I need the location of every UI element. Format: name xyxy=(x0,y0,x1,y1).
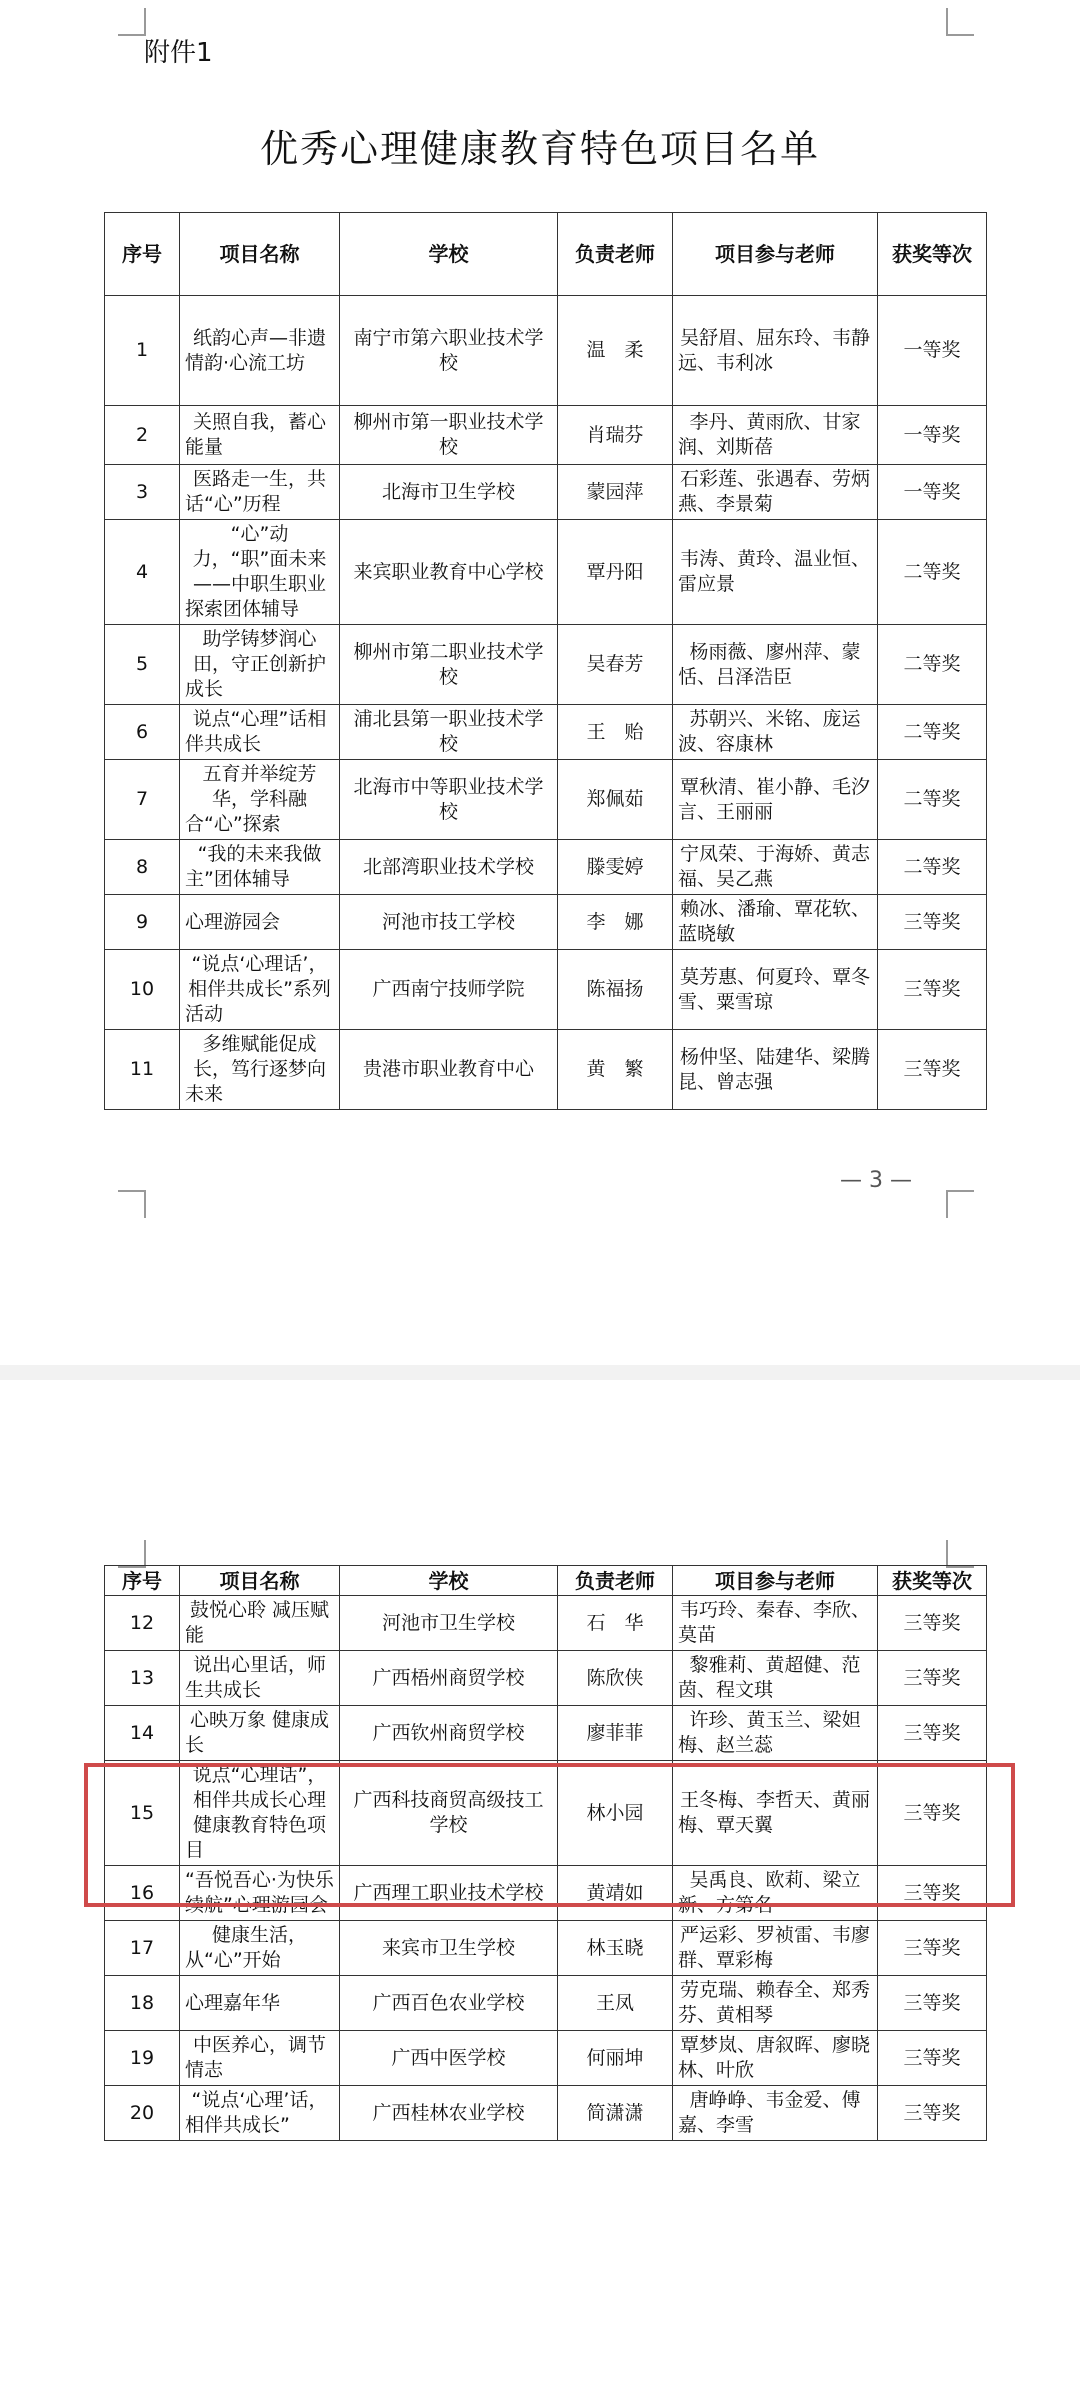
page-number: — 3 — xyxy=(840,1168,912,1193)
cell-lead-teacher: 黄 繁 xyxy=(558,1030,673,1110)
award-table-page-1 xyxy=(104,212,987,1110)
header-project-name: 项目名称 xyxy=(180,1566,340,1596)
cell-project-name: 纸韵心声—非遗情韵·心流工坊 xyxy=(180,296,340,406)
table-header-row xyxy=(105,1566,987,1596)
attachment-label: 附件1 xyxy=(144,38,213,68)
cell-no: 3 xyxy=(105,465,180,520)
cell-no: 13 xyxy=(105,1651,180,1706)
cell-award: 二等奖 xyxy=(878,840,987,895)
cell-lead-teacher: 林小园 xyxy=(558,1761,673,1866)
table-row xyxy=(105,1706,987,1761)
table-row xyxy=(105,296,987,406)
document-title: 优秀心理健康教育特色项目名单 xyxy=(259,127,820,171)
cell-award: 二等奖 xyxy=(878,705,987,760)
cell-award: 三等奖 xyxy=(878,2086,987,2141)
cell-no: 8 xyxy=(105,840,180,895)
cell-lead-teacher: 简潇潇 xyxy=(558,2086,673,2141)
cell-participants: 唐峥峥、韦金爱、傅嘉、李雪 xyxy=(673,2086,878,2141)
cell-no: 5 xyxy=(105,625,180,705)
table-row xyxy=(105,2086,987,2141)
award-table-page-2 xyxy=(104,1565,987,2141)
cell-participants: 杨雨薇、廖州萍、蒙恬、吕泽浩臣 xyxy=(673,625,878,705)
cell-award: 三等奖 xyxy=(878,1030,987,1110)
cell-participants: 石彩莲、张遇春、劳炳燕、李景菊 xyxy=(673,465,878,520)
cell-school: 广西梧州商贸学校 xyxy=(340,1651,558,1706)
cell-award: 三等奖 xyxy=(878,1921,987,1976)
header-no: 序号 xyxy=(105,213,180,296)
table-row xyxy=(105,1866,987,1921)
cell-project-name: 关照自我，蓄心能量 xyxy=(180,406,340,465)
cell-no: 18 xyxy=(105,1976,180,2031)
cell-school: 广西南宁技师学院 xyxy=(340,950,558,1030)
cell-school: 贵港市职业教育中心 xyxy=(340,1030,558,1110)
cell-lead-teacher: 黄靖如 xyxy=(558,1866,673,1921)
header-lead-teacher: 负责老师 xyxy=(558,1566,673,1596)
cell-lead-teacher: 王 贻 xyxy=(558,705,673,760)
cell-participants: 严运彩、罗祯雷、韦廖群、覃彩梅 xyxy=(673,1921,878,1976)
cell-participants: 李丹、黄雨欣、甘家润、刘斯蓓 xyxy=(673,406,878,465)
cell-lead-teacher: 陈福扬 xyxy=(558,950,673,1030)
cell-participants: 覃梦岚、唐叙晖、廖晓林、叶欣 xyxy=(673,2031,878,2086)
cell-school: 来宾职业教育中心学校 xyxy=(340,520,558,625)
cell-lead-teacher: 陈欣侠 xyxy=(558,1651,673,1706)
cell-no: 17 xyxy=(105,1921,180,1976)
table-row xyxy=(105,705,987,760)
cell-school: 广西科技商贸高级技工学校 xyxy=(340,1761,558,1866)
cell-project-name: 鼓悦心聆 减压赋能 xyxy=(180,1596,340,1651)
cell-school: 北部湾职业技术学校 xyxy=(340,840,558,895)
cell-school: 来宾市卫生学校 xyxy=(340,1921,558,1976)
cell-participants: 许珍、黄玉兰、梁妲梅、赵兰蕊 xyxy=(673,1706,878,1761)
header-school: 学校 xyxy=(340,213,558,296)
cell-participants: 杨仲坚、陆建华、梁腾昆、曾志强 xyxy=(673,1030,878,1110)
cell-project-name: 中医养心，调节情志 xyxy=(180,2031,340,2086)
cell-participants: 赖冰、潘瑜、覃花软、蓝晓敏 xyxy=(673,895,878,950)
cell-award: 三等奖 xyxy=(878,1651,987,1706)
table-row xyxy=(105,1761,987,1866)
cell-award: 三等奖 xyxy=(878,1761,987,1866)
cell-lead-teacher: 蒙园萍 xyxy=(558,465,673,520)
header-award: 获奖等次 xyxy=(878,1566,987,1596)
header-lead-teacher: 负责老师 xyxy=(558,213,673,296)
header-participants: 项目参与老师 xyxy=(673,1566,878,1596)
cell-participants: 宁凤荣、于海娇、黄志福、吴乙燕 xyxy=(673,840,878,895)
table-row xyxy=(105,625,987,705)
cell-no: 12 xyxy=(105,1596,180,1651)
cell-school: 广西百色农业学校 xyxy=(340,1976,558,2031)
cell-no: 7 xyxy=(105,760,180,840)
cell-lead-teacher: 何丽坤 xyxy=(558,2031,673,2086)
cell-award: 三等奖 xyxy=(878,895,987,950)
cell-school: 河池市技工学校 xyxy=(340,895,558,950)
cell-project-name: 医路走一生，共话“心”历程 xyxy=(180,465,340,520)
cell-school: 北海市卫生学校 xyxy=(340,465,558,520)
header-participants: 项目参与老师 xyxy=(673,213,878,296)
cell-project-name: “我的未来我做主”团体辅导 xyxy=(180,840,340,895)
crop-mark xyxy=(946,1190,974,1218)
table-row xyxy=(105,950,987,1030)
table-header-row xyxy=(105,213,987,296)
cell-no: 15 xyxy=(105,1761,180,1866)
cell-lead-teacher: 林玉晓 xyxy=(558,1921,673,1976)
cell-lead-teacher: 滕雯婷 xyxy=(558,840,673,895)
cell-project-name: 说出心里话，师生共成长 xyxy=(180,1651,340,1706)
cell-project-name: “心”动力，“职”面未来——中职生职业探索团体辅导 xyxy=(180,520,340,625)
cell-lead-teacher: 吴春芳 xyxy=(558,625,673,705)
cell-project-name: 五育并举绽芳华，学科融合“心”探索 xyxy=(180,760,340,840)
cell-no: 4 xyxy=(105,520,180,625)
cell-no: 16 xyxy=(105,1866,180,1921)
cell-award: 二等奖 xyxy=(878,625,987,705)
table-row xyxy=(105,1921,987,1976)
cell-lead-teacher: 廖菲菲 xyxy=(558,1706,673,1761)
header-project-name: 项目名称 xyxy=(180,213,340,296)
cell-lead-teacher: 温 柔 xyxy=(558,296,673,406)
cell-participants: 黎雅莉、黄超健、范茵、程文琪 xyxy=(673,1651,878,1706)
table-row xyxy=(105,406,987,465)
cell-award: 二等奖 xyxy=(878,760,987,840)
cell-school: 广西理工职业技术学校 xyxy=(340,1866,558,1921)
cell-participants: 莫芳惠、何夏玲、覃冬雪、粟雪琼 xyxy=(673,950,878,1030)
cell-no: 2 xyxy=(105,406,180,465)
table-row xyxy=(105,840,987,895)
cell-award: 一等奖 xyxy=(878,296,987,406)
crop-mark xyxy=(118,1540,146,1568)
table-row xyxy=(105,1596,987,1651)
cell-award: 三等奖 xyxy=(878,950,987,1030)
cell-project-name: 多维赋能促成长，笃行逐梦向未来 xyxy=(180,1030,340,1110)
cell-school: 北海市中等职业技术学校 xyxy=(340,760,558,840)
cell-lead-teacher: 肖瑞芬 xyxy=(558,406,673,465)
table-row xyxy=(105,895,987,950)
cell-no: 20 xyxy=(105,2086,180,2141)
cell-participants: 覃秋清、崔小静、毛汐言、王丽丽 xyxy=(673,760,878,840)
cell-award: 三等奖 xyxy=(878,1706,987,1761)
cell-lead-teacher: 王凤 xyxy=(558,1976,673,2031)
header-school: 学校 xyxy=(340,1566,558,1596)
cell-project-name: 健康生活，从“心”开始 xyxy=(180,1921,340,1976)
cell-project-name: “说点‘心理’话，相伴共成长” xyxy=(180,2086,340,2141)
table-row xyxy=(105,1651,987,1706)
cell-award: 三等奖 xyxy=(878,1596,987,1651)
crop-mark xyxy=(946,1540,974,1568)
table-row xyxy=(105,760,987,840)
cell-project-name: “吾悦吾心·为快乐续航”心理游园会 xyxy=(180,1866,340,1921)
cell-project-name: 心映万象 健康成长 xyxy=(180,1706,340,1761)
cell-school: 广西中医学校 xyxy=(340,2031,558,2086)
cell-no: 9 xyxy=(105,895,180,950)
cell-no: 1 xyxy=(105,296,180,406)
header-no: 序号 xyxy=(105,1566,180,1596)
cell-lead-teacher: 石 华 xyxy=(558,1596,673,1651)
cell-award: 二等奖 xyxy=(878,520,987,625)
cell-school: 南宁市第六职业技术学校 xyxy=(340,296,558,406)
cell-participants: 韦涛、黄玲、温业恒、雷应景 xyxy=(673,520,878,625)
table-row xyxy=(105,520,987,625)
table-row xyxy=(105,1030,987,1110)
cell-project-name: 说点“心理话”，相伴共成长心理健康教育特色项目 xyxy=(180,1761,340,1866)
cell-school: 河池市卫生学校 xyxy=(340,1596,558,1651)
cell-project-name: 心理嘉年华 xyxy=(180,1976,340,2031)
header-award: 获奖等次 xyxy=(878,213,987,296)
cell-no: 10 xyxy=(105,950,180,1030)
cell-lead-teacher: 李 娜 xyxy=(558,895,673,950)
cell-award: 一等奖 xyxy=(878,406,987,465)
cell-award: 一等奖 xyxy=(878,465,987,520)
crop-mark xyxy=(946,8,974,36)
cell-participants: 吴禹良、欧莉、梁立新、方第名 xyxy=(673,1866,878,1921)
cell-project-name: 说点“心理”话相伴共成长 xyxy=(180,705,340,760)
cell-school: 广西钦州商贸学校 xyxy=(340,1706,558,1761)
crop-mark xyxy=(118,8,146,36)
cell-participants: 劳克瑞、赖春全、郑秀芬、黄相琴 xyxy=(673,1976,878,2031)
cell-school: 广西桂林农业学校 xyxy=(340,2086,558,2141)
cell-participants: 苏朝兴、米铭、庞运波、容康林 xyxy=(673,705,878,760)
crop-mark xyxy=(118,1190,146,1218)
table-row xyxy=(105,2031,987,2086)
cell-project-name: 心理游园会 xyxy=(180,895,340,950)
cell-project-name: “说点‘心理话’，相伴共成长”系列活动 xyxy=(180,950,340,1030)
table-row xyxy=(105,465,987,520)
cell-no: 6 xyxy=(105,705,180,760)
cell-participants: 韦巧玲、秦春、李欣、莫苗 xyxy=(673,1596,878,1651)
table-row xyxy=(105,1976,987,2031)
cell-no: 11 xyxy=(105,1030,180,1110)
cell-school: 柳州市第二职业技术学校 xyxy=(340,625,558,705)
cell-project-name: 助学铸梦润心田，守正创新护成长 xyxy=(180,625,340,705)
document-page-2 xyxy=(0,1380,1080,2400)
cell-no: 19 xyxy=(105,2031,180,2086)
cell-participants: 吴舒眉、屈东玲、韦静远、韦利冰 xyxy=(673,296,878,406)
cell-school: 浦北县第一职业技术学校 xyxy=(340,705,558,760)
cell-participants: 王冬梅、李哲天、黄丽梅、覃天翼 xyxy=(673,1761,878,1866)
cell-no: 14 xyxy=(105,1706,180,1761)
cell-award: 三等奖 xyxy=(878,2031,987,2086)
cell-lead-teacher: 郑佩茹 xyxy=(558,760,673,840)
cell-school: 柳州市第一职业技术学校 xyxy=(340,406,558,465)
cell-award: 三等奖 xyxy=(878,1866,987,1921)
cell-award: 三等奖 xyxy=(878,1976,987,2031)
cell-lead-teacher: 覃丹阳 xyxy=(558,520,673,625)
